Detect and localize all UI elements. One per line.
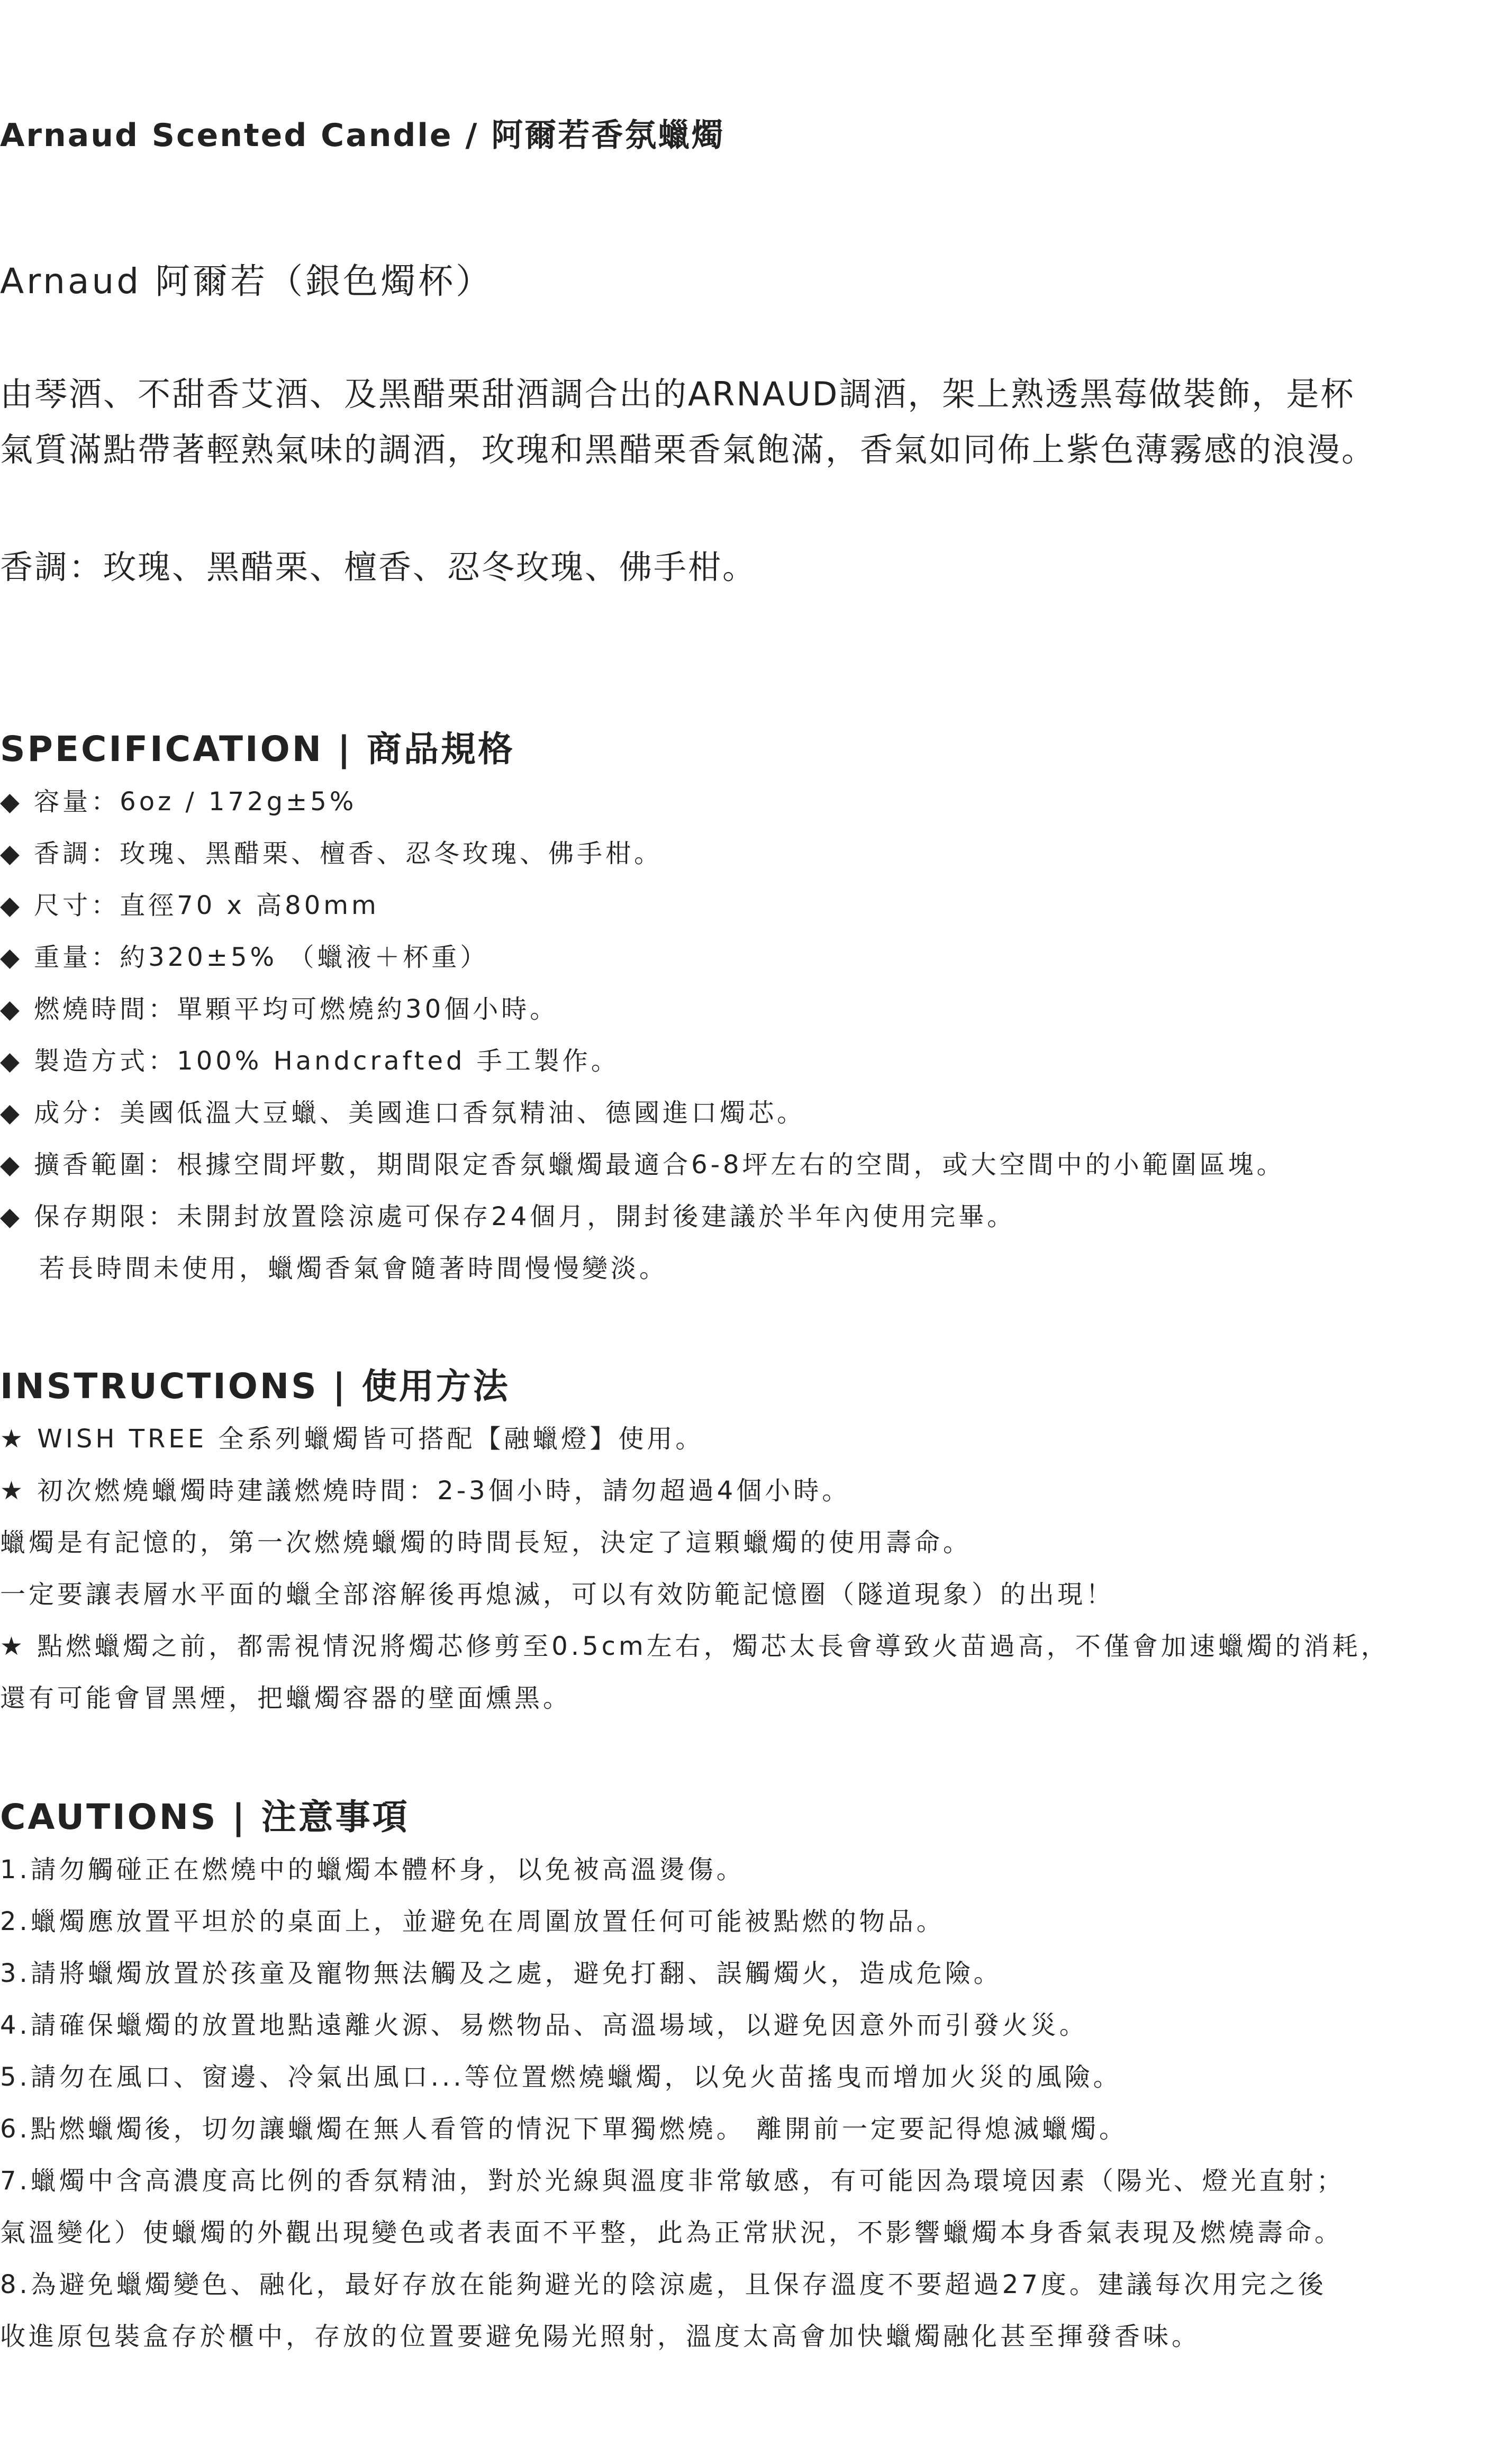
caution-item: 收進原包裝盒存於櫃中，存放的位置要避免陽光照射，溫度太高會加快蠟燭融化甚至揮發香味。 xyxy=(0,2322,1201,2351)
instruction-item: ★ 初次燃燒蠟燭時建議燃燒時間：2-3個小時，請勿超過4個小時。 xyxy=(0,1476,851,1506)
instruction-item: 蠟燭是有記憶的，第一次燃燒蠟燭的時間長短，決定了這顆蠟燭的使用壽命。 xyxy=(0,1528,972,1557)
scent-notes: 香調：玫瑰、黑醋栗、檀香、忍冬玫瑰、佛手柑。 xyxy=(0,548,757,586)
caution-item: 4.請確保蠟燭的放置地點遠離火源、易燃物品、高溫場域，以避免因意外而引發火災。 xyxy=(0,2010,1088,2040)
description-line: 氣質滿點帶著輕熟氣味的調酒，玫瑰和黑醋栗香氣飽滿，香氣如同佈上紫色薄霧感的浪漫。 xyxy=(0,430,1376,469)
specification-heading: SPECIFICATION | 商品規格 xyxy=(0,729,515,769)
caution-item: 8.為避免蠟燭變色、融化，最好存放在能夠避光的陰涼處，且保存溫度不要超過27度。建議每次用完之後 xyxy=(0,2270,1327,2299)
spec-item: ◆ 香調：玫瑰、黑醋栗、檀香、忍冬玫瑰、佛手柑。 xyxy=(0,839,663,868)
cautions-heading: CAUTIONS | 注意事項 xyxy=(0,1797,410,1837)
instruction-item: 還有可能會冒黑煙，把蠟燭容器的壁面燻黑。 xyxy=(0,1683,572,1713)
spec-item-continuation: 若長時間未使用，蠟燭香氣會隨著時間慢慢變淡。 xyxy=(39,1254,668,1283)
spec-item: ◆ 保存期限：未開封放置陰涼處可保存24個月，開封後建議於半年內使用完畢。 xyxy=(0,1202,1016,1231)
instructions-heading: INSTRUCTIONS | 使用方法 xyxy=(0,1366,510,1407)
spec-item: ◆ 成分：美國低溫大豆蠟、美國進口香氛精油、德國進口燭芯。 xyxy=(0,1098,806,1128)
caution-item: 7.蠟燭中含高濃度高比例的香氛精油，對於光線與溫度非常敏感，有可能因為環境因素（陽光、燈光直射； xyxy=(0,2166,1345,2196)
instruction-item: ★ WISH TREE 全系列蠟燭皆可搭配【融蠟燈】使用。 xyxy=(0,1424,704,1454)
spec-item: ◆ 尺寸：直徑70 x 高80mm xyxy=(0,891,379,920)
spec-item: ◆ 重量：約320±5% （蠟液＋杯重） xyxy=(0,943,489,972)
caution-item: 5.請勿在風口、窗邊、冷氣出風口...等位置燃燒蠟燭，以免火苗搖曳而增加火災的風險。 xyxy=(0,2062,1122,2092)
spec-item: ◆ 容量：6oz / 172g±5% xyxy=(0,787,357,817)
product-title: Arnaud Scented Candle / 阿爾若香氛蠟燭 xyxy=(0,117,725,154)
spec-item: ◆ 燃燒時間：單顆平均可燃燒約30個小時。 xyxy=(0,994,559,1024)
caution-item: 氣溫變化）使蠟燭的外觀出現變色或者表面不平整，此為正常狀況，不影響蠟燭本身香氣表現及燃燒壽命。 xyxy=(0,2218,1344,2248)
spec-item: ◆ 製造方式：100% Handcrafted 手工製作。 xyxy=(0,1046,620,1076)
product-subtitle: Arnaud 阿爾若（銀色燭杯） xyxy=(0,261,494,302)
caution-item: 6.點燃蠟燭後，切勿讓蠟燭在無人看管的情況下單獨燃燒。 離開前一定要記得熄滅蠟燭。 xyxy=(0,2114,1128,2144)
caution-item: 2.蠟燭應放置平坦於的桌面上，並避免在周圍放置任何可能被點燃的物品。 xyxy=(0,1907,945,1936)
caution-item: 1.請勿觸碰正在燃燒中的蠟燭本體杯身，以免被高溫燙傷。 xyxy=(0,1855,745,1885)
instruction-item: ★ 點燃蠟燭之前，都需視情況將燭芯修剪至0.5cm左右，燭芯太長會導致火苗過高，不僅會加速蠟燭的消耗， xyxy=(0,1632,1390,1661)
spec-item: ◆ 擴香範圍：根據空間坪數，期間限定香氛蠟燭最適合6-8坪左右的空間，或大空間中的小範圍區塊。 xyxy=(0,1150,1285,1180)
instruction-item: 一定要讓表層水平面的蠟全部溶解後再熄滅，可以有效防範記憶圈（隧道現象）的出現！ xyxy=(0,1580,1115,1609)
caution-item: 3.請將蠟燭放置於孩童及寵物無法觸及之處，避免打翻、誤觸燭火，造成危險。 xyxy=(0,1959,1002,1988)
description-line: 由琴酒、不甜香艾酒、及黑醋栗甜酒調合出的ARNAUD調酒，架上熟透黑莓做裝飾，是杯 xyxy=(0,375,1355,413)
